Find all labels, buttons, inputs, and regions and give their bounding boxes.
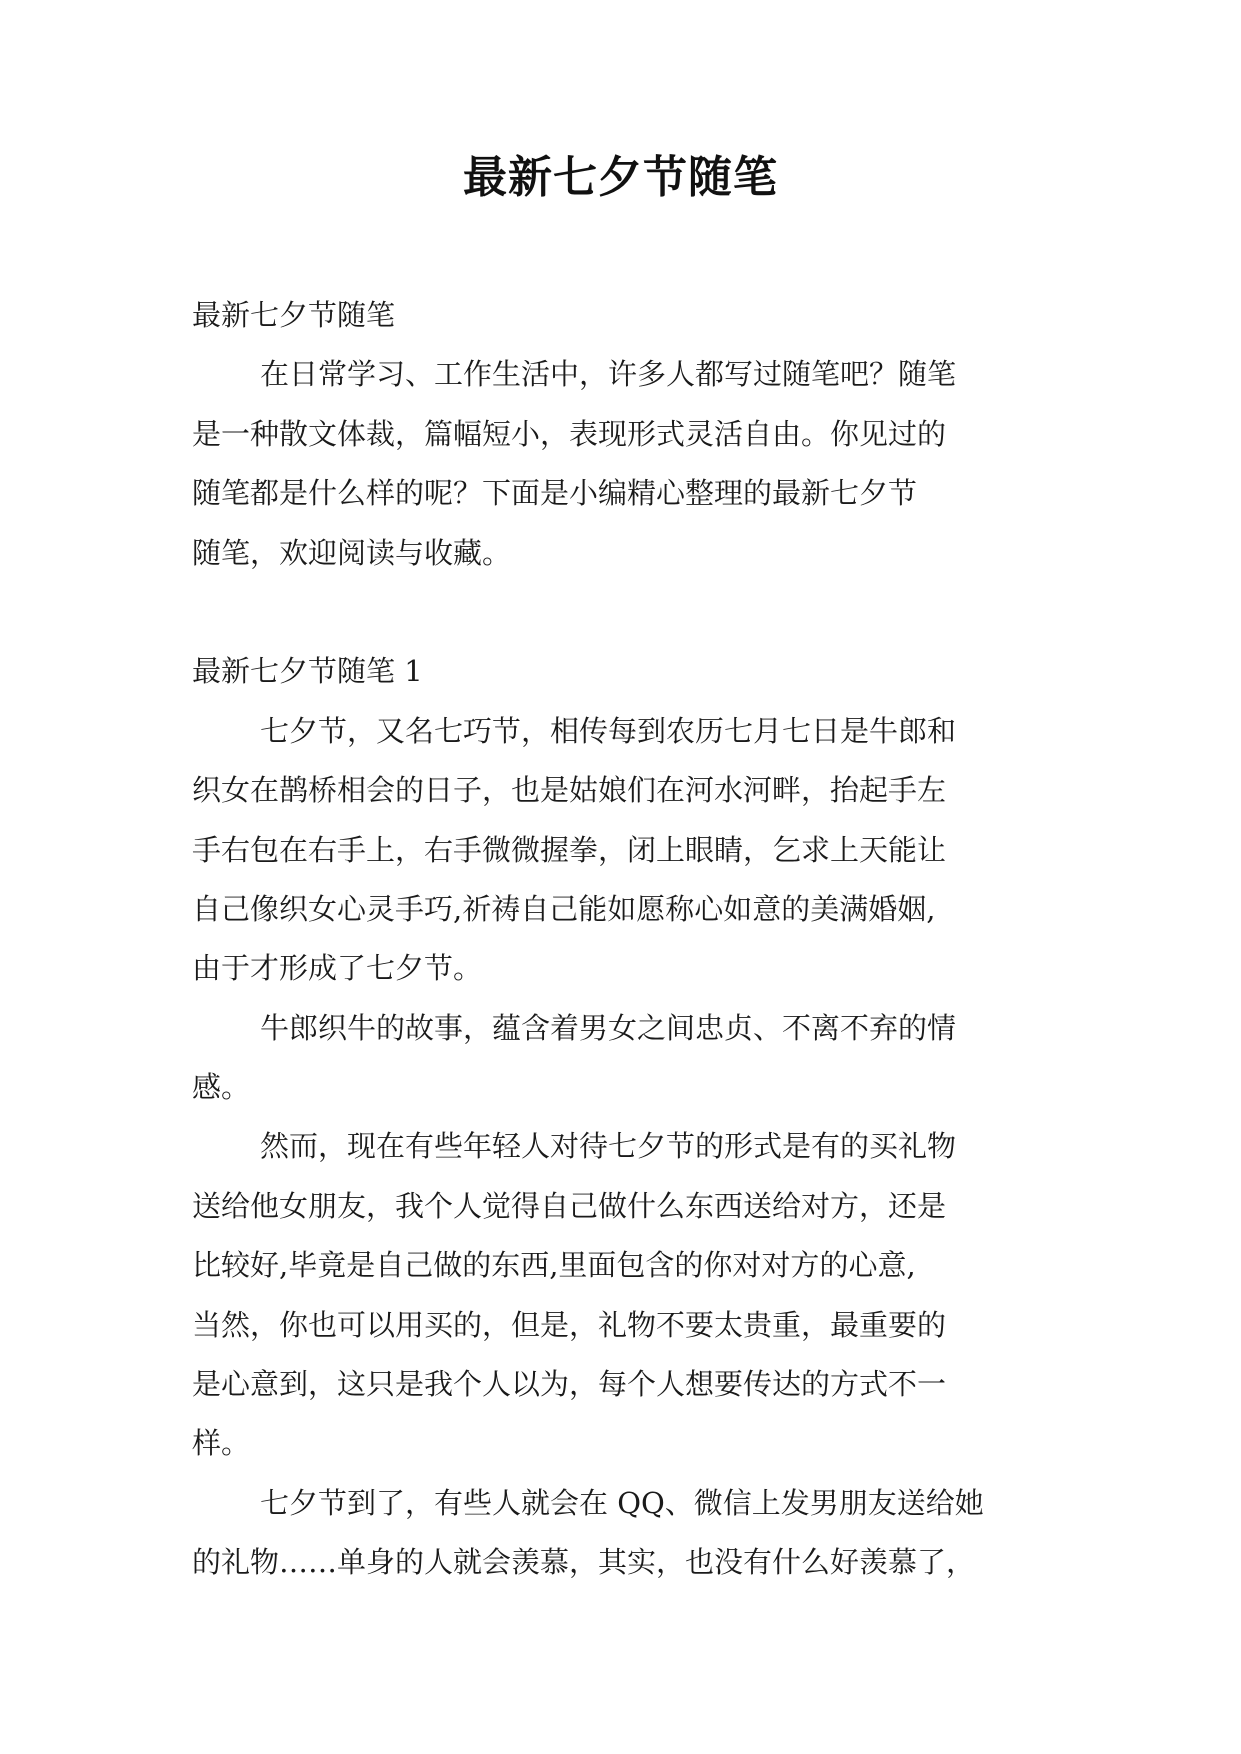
text-line: 样。 — [192, 1426, 251, 1461]
text-line: 七夕节到了，有些人就会在 QQ、微信上发男朋友送给她 — [260, 1485, 984, 1520]
text-line: 最新七夕节随笔 — [192, 298, 396, 332]
text-line: 是一种散文体裁，篇幅短小，表现形式灵活自由。你见过的 — [192, 416, 947, 451]
text-line: 比较好,毕竟是自己做的东西,里面包含的你对对方的心意, — [192, 1248, 916, 1283]
text-line: 送给他女朋友，我个人觉得自己做什么东西送给对方，还是 — [192, 1188, 947, 1223]
text-line: 是心意到，这只是我个人以为，每个人想要传达的方式不一 — [192, 1367, 947, 1402]
text-line: 手右包在右手上，右手微微握拳，闭上眼睛，乞求上天能让 — [192, 832, 947, 867]
text-line: 由于才形成了七夕节。 — [192, 951, 483, 986]
text-line: 随笔都是什么样的呢？下面是小编精心整理的最新七夕节 — [192, 476, 918, 511]
text-line: 七夕节，又名七巧节，相传每到农历七月七日是牛郎和 — [260, 713, 957, 748]
paragraph-gap — [192, 583, 1060, 642]
text-line: 随笔，欢迎阅读与收藏。 — [192, 535, 512, 570]
text-line: 在日常学习、工作生活中，许多人都写过随笔吧？随笔 — [260, 357, 957, 392]
document-body — [192, 286, 1060, 1593]
document-title: 最新七夕节随笔 — [463, 152, 778, 203]
text-line: 然而，现在有些年轻人对待七夕节的形式是有的买礼物 — [260, 1129, 957, 1164]
text-line: 最新七夕节随笔 1 — [192, 654, 423, 689]
text-line: 自己像织女心灵手巧,祈祷自己能如愿称心如意的美满婚姻, — [192, 891, 936, 926]
text-line: 感。 — [192, 1070, 251, 1105]
text-line: 牛郎织牛的故事，蕴含着男女之间忠贞、不离不弃的情 — [260, 1010, 957, 1045]
text-line: 的礼物……单身的人就会羡慕，其实，也没有什么好羡慕了， — [192, 1545, 976, 1580]
text-line: 织女在鹊桥相会的日子，也是姑娘们在河水河畔，抬起手左 — [192, 773, 947, 808]
text-line: 当然，你也可以用买的，但是，礼物不要太贵重，最重要的 — [192, 1307, 947, 1342]
